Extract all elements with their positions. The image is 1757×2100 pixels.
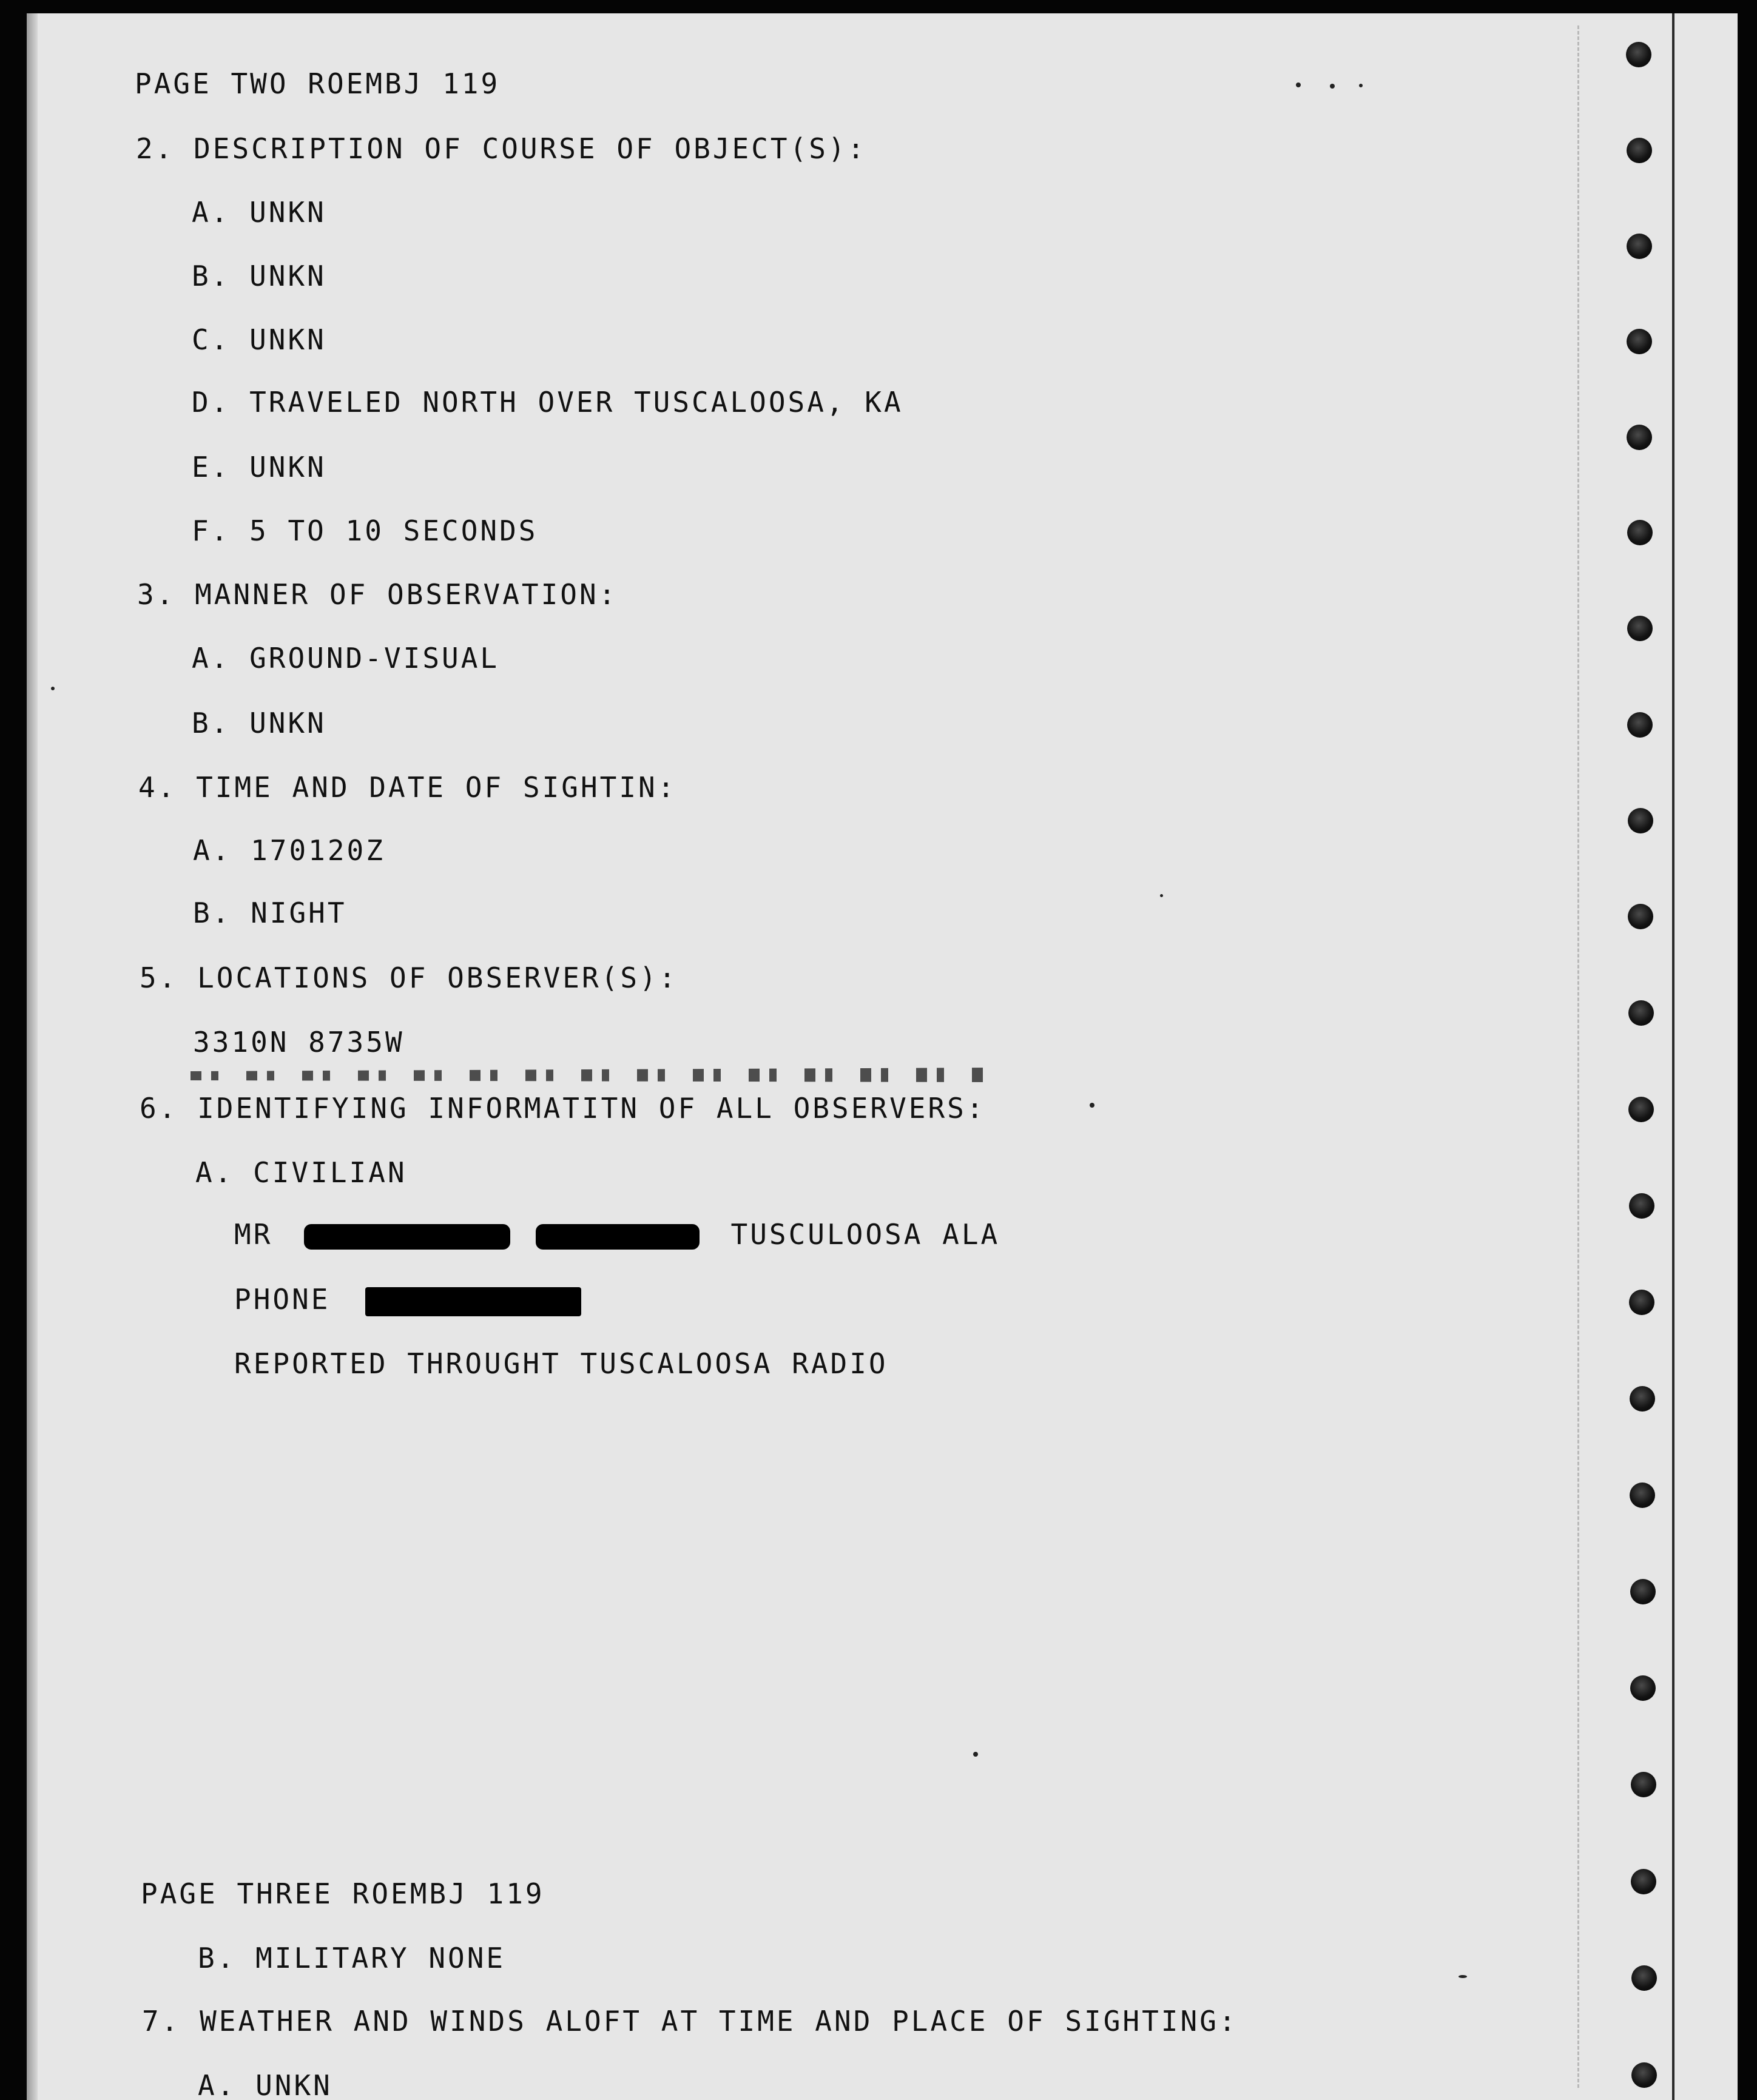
observer-phone-line	[234, 1285, 581, 1316]
feed-hole	[1629, 1193, 1654, 1219]
feed-hole	[1630, 1579, 1656, 1604]
item-2-e: E. UNKN	[192, 451, 326, 483]
feed-hole	[1631, 1772, 1656, 1797]
phone-label: PHONE	[234, 1283, 331, 1316]
page-three-header: PAGE THREE ROEMBJ 119	[141, 1877, 545, 1910]
report-source: REPORTED THROUGHT TUSCALOOSA RADIO	[234, 1347, 888, 1380]
item-3-a: A. GROUND-VISUAL	[192, 642, 500, 675]
feed-hole	[1631, 2062, 1657, 2088]
mr-label: MR	[234, 1218, 273, 1251]
feed-hole	[1631, 1965, 1657, 1991]
feed-hole	[1629, 1290, 1654, 1315]
redaction-bar	[304, 1224, 510, 1250]
page-two-header: PAGE TWO ROEMBJ 119	[135, 67, 501, 100]
feed-hole	[1627, 712, 1653, 738]
scan-speck	[1330, 84, 1335, 89]
item-6-b-military: B. MILITARY NONE	[198, 1942, 506, 1974]
feed-hole	[1631, 1869, 1656, 1894]
feed-hole	[1626, 42, 1651, 67]
feed-hole	[1627, 425, 1652, 450]
page-edge-shadow	[27, 13, 38, 2100]
observer-coordinates: 3310N 8735W	[193, 1026, 405, 1058]
observer-name-line	[234, 1220, 1000, 1250]
fold-line	[1577, 25, 1581, 2088]
item-4-b: B. NIGHT	[193, 897, 347, 929]
feed-hole	[1627, 329, 1652, 354]
item-7-a: A. UNKN	[198, 2069, 332, 2100]
redaction-bar	[536, 1224, 700, 1250]
feed-hole	[1628, 1000, 1654, 1026]
teletype-page	[27, 13, 1738, 2100]
redaction-bar	[365, 1287, 581, 1316]
item-6-a: A. CIVILIAN	[195, 1156, 407, 1189]
scan-speck	[1359, 84, 1363, 87]
feed-hole	[1627, 616, 1653, 641]
garbled-line	[191, 1066, 991, 1084]
scan-speck	[51, 687, 55, 690]
item-3-b: B. UNKN	[192, 707, 326, 739]
item-2-b: B. UNKN	[192, 260, 326, 292]
scan-speck	[1160, 894, 1163, 897]
feed-hole	[1627, 138, 1652, 163]
scan-speck	[1459, 1975, 1467, 1978]
observer-city: TUSCULOOSA ALA	[730, 1218, 1000, 1251]
item-7-title: 7. WEATHER AND WINDS ALOFT AT TIME AND PLACE OF SIGHTING:	[142, 2005, 1238, 2038]
item-2-d: D. TRAVELED NORTH OVER TUSCALOOSA, KA	[192, 386, 903, 419]
item-6-title: 6. IDENTIFYING INFORMATITN OF ALL OBSERVERS:	[140, 1092, 986, 1125]
feed-hole	[1628, 808, 1653, 833]
item-5-title: 5. LOCATIONS OF OBSERVER(S):	[140, 961, 678, 994]
feed-hole	[1630, 1675, 1656, 1701]
scan-speck	[1090, 1103, 1094, 1108]
item-3-title: 3. MANNER OF OBSERVATION:	[137, 578, 618, 611]
feed-hole	[1628, 904, 1653, 929]
scan-speck	[1296, 82, 1301, 87]
item-2-c: C. UNKN	[192, 323, 326, 356]
feed-hole	[1630, 1482, 1655, 1508]
item-4-title: 4. TIME AND DATE OF SIGHTIN:	[138, 771, 677, 804]
item-4-a: A. 170120Z	[193, 834, 385, 867]
item-2-f: F. 5 TO 10 SECONDS	[192, 514, 538, 547]
scan-speck	[973, 1752, 978, 1757]
perforation-edge	[1672, 13, 1674, 2100]
feed-hole	[1627, 234, 1652, 259]
feed-hole	[1627, 520, 1653, 545]
feed-hole	[1630, 1386, 1655, 1412]
feed-hole	[1628, 1097, 1654, 1122]
item-2-title: 2. DESCRIPTION OF COURSE OF OBJECT(S):	[136, 132, 867, 165]
item-2-a: A. UNKN	[192, 196, 326, 229]
